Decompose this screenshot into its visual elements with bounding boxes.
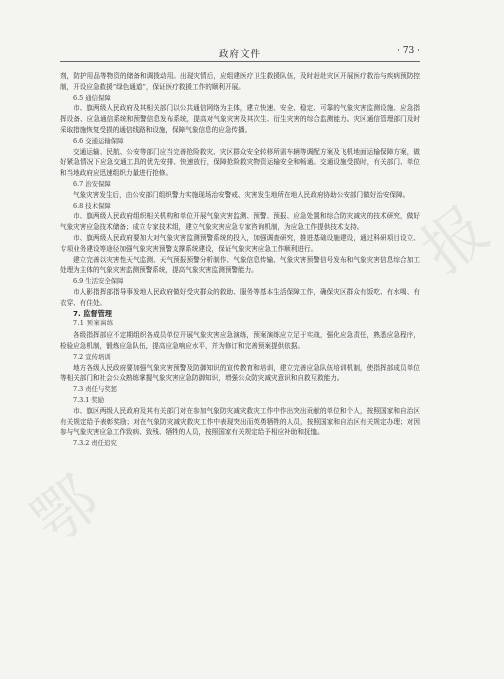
subsection-heading: 7.3.1 奖励 [73, 395, 105, 404]
subsection-heading: 6.6 交通运输保障 [73, 136, 124, 145]
page-header [60, 46, 420, 62]
paragraph: 剂，防护用品等物资的储备和调拨动用。出现灾情后，应组建医疗卫生救援队伍，及时赶赴灾区开展医疗救治与疾病预防控制，开设应急救援“绿色通道”，保证医疗救援工作的顺利开展。 [60, 72, 420, 91]
subsection-heading: 6.8 技术保障 [73, 201, 111, 210]
subsection-heading: 6.5 通信保障 [73, 93, 111, 102]
watermark-char: 报 [408, 192, 502, 288]
paragraph: 市、旗区两级人民政府及其有关部门对在参加气象防灾减灾救灾工作中作出突出贡献的单位和个人，按照国家和自治区有关规定给予表彰奖励；对在气象防灾减灾救灾工作中表现突出而英勇牺牲的人员，按照国家和自治区有关规定办理；对因参与气象灾害应急工作致病、致残、牺牲的人员，按照国家有关规定给予相应补助和抚恤。 [60, 406, 420, 437]
paragraph: 地方各级人民政府要加强气象灾害预警及防御知识的宣传教育和培训，建立完善应急队伍培训机制，使指挥部成员单位等相关部门和社会公众熟练掌握气象灾害应急防御知识，增强公众防灾减灾意识和自救互救能力。 [60, 363, 420, 383]
subsection-heading: 7.3 责任与奖惩 [73, 385, 118, 394]
paragraph: 交通运输、民航、公安等部门应当完善抢险救灾、灾区群众安全转移所需车辆等调配方案及飞机地面运输保障方案，做好紧急情况下应急交通工具的优先安排、快速放行，保障抢险救灾物资运输安全和畅通。交通设施受损时，有关部门、单位和当地政府应迅速组织力量进行抢修。 [60, 147, 420, 178]
header-rule [60, 61, 420, 62]
subsection-heading: 6.9 生活安全保障 [73, 277, 124, 286]
paragraph: 气象灾害发生后，由公安部门组织警力实施现场治安警戒、灾害发生地所在地人民政府协助公安部门做好治安保障。 [73, 190, 410, 199]
subsection-heading: 7.3.2 责任追究 [73, 439, 117, 448]
header-title: 政府文件 [218, 49, 261, 60]
subsection-heading: 7.1 预案演练 [73, 320, 114, 328]
document-body [60, 71, 420, 449]
section-heading: 7. 监督管理 [73, 308, 112, 318]
watermark-char: 鄂 [18, 462, 112, 558]
paragraph: 市、旗两级人民政府及其相关部门以公共通信网络为主体，建立快速、安全、稳定、可靠的气象灾害监测设施、应急指挥设备、应急通信系统和预警信息发布系统，提高对气象灾害及其次生、衍生灾害的综合监测能力。灾区通信管理部门及时采取措施恢复受损的通信线路和设施，保障气象信息的应急传播。 [60, 104, 420, 134]
paragraph: 市人影指挥部指导事发地人民政府做好受灾群众的救助、服务等基本生活保障工作，确保灾区群众有饭吃、有水喝、有衣穿、有住处。 [60, 287, 420, 307]
paragraph: 市、旗两级人民政府组织相关机构和单位开展气象灾害监测、预警、预报、应急处置和综合防灾减灾的技术研究，做好气象灾害应急技术储备；成立专家技术组，建立气象灾害应急专家咨询机制，为应急工作提供技术支持。 [60, 212, 420, 232]
subsection-heading: 6.7 治安保障 [73, 179, 111, 188]
paragraph: 各级指挥部应不定期组织各成员单位开展气象灾害应急演练，预案演练应立足于实战，强化应急责任，熟悉应急程序，检验应急机制，锻炼应急队伍，提高应急响应水平，并为修订和完善预案提供依据。 [60, 331, 420, 350]
subsection-heading: 7.2 宣传培训 [73, 352, 111, 361]
page-number: · 73 · [397, 46, 420, 56]
paragraph: 市、旗两级人民政府要加大对气象灾害监测预警系统的投入，加强调查研究，推进基础设施建设，通过科研项目设立、专项业务建设等途径加强气象灾害预警支撑系统建设，保证气象灾害应急工作顺利进行。 [60, 233, 420, 253]
paragraph: 建立完善以灾害性天气监测、天气预报预警分析制作、气象信息传输、气象灾害预警信号发布和气象灾害信息综合加工处理为主体的气象灾害监测预警系统，提高气象灾害监测预警能力。 [60, 255, 420, 275]
